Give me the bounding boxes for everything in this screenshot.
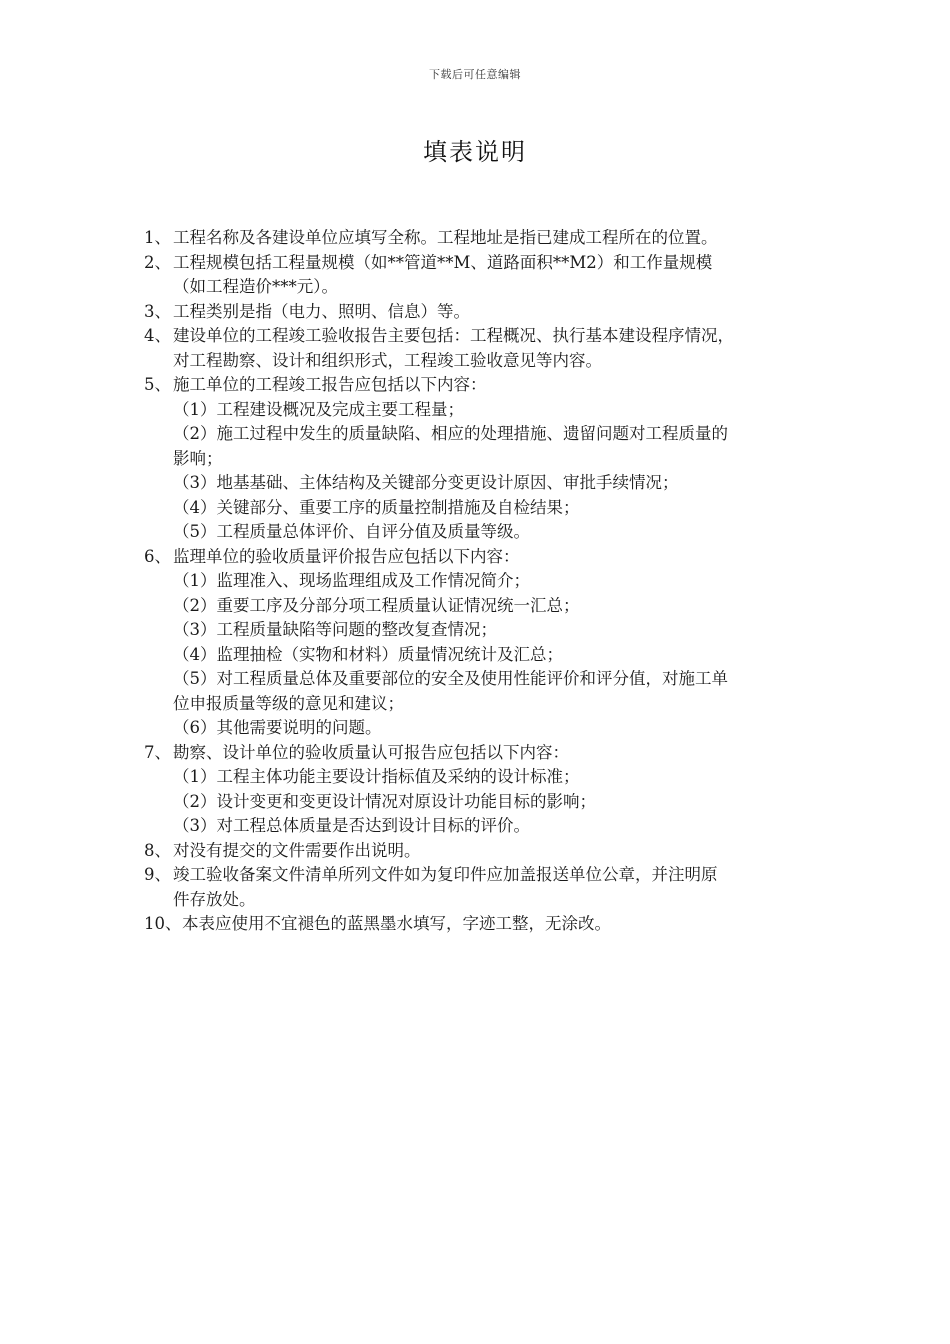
sub-item: （2）设计变更和变更设计情况对原设计功能目标的影响； (173, 791, 596, 811)
sub-item: （1）工程建设概况及完成主要工程量； (173, 399, 464, 419)
sub-item: （2）施工过程中发生的质量缺陷、相应的处理措施、遗留问题对工程质量的 (173, 424, 728, 443)
list-item (144, 300, 824, 325)
list-item (144, 912, 824, 937)
list-item (144, 324, 824, 373)
sub-item: （3）地基基础、主体结构及关键部分变更设计原因、审批手续情况； (173, 473, 679, 492)
item-text: 工程类别是指（电力、照明、信息）等。 (173, 301, 470, 321)
sub-item: 影响； (173, 448, 223, 468)
sub-list (144, 765, 824, 839)
list-item (144, 741, 824, 766)
item-text: 监理单位的验收质量评价报告应包括以下内容： (173, 546, 520, 566)
sub-item: （1）监理准入、现场监理组成及工作情况简介； (173, 571, 530, 590)
sub-item: （3）对工程总体质量是否达到设计目标的评价。 (173, 816, 530, 835)
item-text: 本表应使用不宜褪色的蓝黑墨水填写，字迹工整，无涂改。 (182, 914, 611, 933)
item-text: 勘察、设计单位的验收质量认可报告应包括以下内容： (173, 742, 569, 762)
item-number: 1、 (144, 228, 171, 247)
item-text: 工程名称及各建设单位应填写全称。工程地址是指已建成工程所在的位置。 (173, 228, 718, 247)
list-item (144, 863, 824, 912)
item-text: 对工程勘察、设计和组织形式，工程竣工验收意见等内容。 (173, 350, 602, 370)
item-text: 对没有提交的文件需要作出说明。 (173, 840, 421, 860)
page-title: 填表说明 (423, 138, 527, 166)
list-item (144, 373, 824, 398)
instructions-list (144, 226, 824, 937)
item-number: 5、 (144, 375, 171, 394)
header-note: 下载后可任意编辑 (429, 68, 521, 81)
item-number: 4、 (144, 326, 171, 345)
sub-item: （3）工程质量缺陷等问题的整改复查情况； (173, 620, 497, 639)
item-number: 3、 (144, 301, 171, 321)
item-text: 工程规模包括工程量规模（如**管道**M、道路面积**M2）和工作量规模 (173, 252, 713, 272)
sub-item: （4）关键部分、重要工序的质量控制措施及自检结果； (173, 497, 580, 517)
sub-item: （6）其他需要说明的问题。 (173, 718, 382, 737)
sub-item: 位申报质量等级的意见和建议； (173, 693, 404, 713)
item-text: 建设单位的工程竣工验收报告主要包括：工程概况、执行基本建设程序情况， (173, 326, 734, 345)
item-text: （如工程造价***元）。 (173, 277, 338, 296)
item-text: 件存放处。 (173, 889, 256, 909)
sub-item: （5）对工程质量总体及重要部位的安全及使用性能评价和评分值，对施工单 (173, 669, 728, 688)
sub-item: （5）工程质量总体评价、自评分值及质量等级。 (173, 522, 530, 541)
sub-list (144, 398, 824, 545)
list-item (144, 251, 824, 300)
item-number: 7、 (144, 742, 171, 762)
item-text: 施工单位的工程竣工报告应包括以下内容： (173, 375, 487, 394)
item-text: 竣工验收备案文件清单所列文件如为复印件应加盖报送单位公章，并注明原 (173, 865, 718, 884)
sub-item: （4）监理抽检（实物和材料）质量情况统计及汇总； (173, 644, 563, 664)
list-item (144, 226, 824, 251)
list-item (144, 839, 824, 864)
item-number: 10、 (144, 914, 182, 933)
sub-item: （1）工程主体功能主要设计指标值及采纳的设计标准； (173, 767, 580, 786)
sub-list (144, 569, 824, 741)
list-item (144, 545, 824, 570)
item-number: 6、 (144, 546, 171, 566)
item-number: 9、 (144, 865, 171, 884)
item-number: 8、 (144, 840, 171, 860)
sub-item: （2）重要工序及分部分项工程质量认证情况统一汇总； (173, 595, 580, 615)
item-number: 2、 (144, 252, 171, 272)
